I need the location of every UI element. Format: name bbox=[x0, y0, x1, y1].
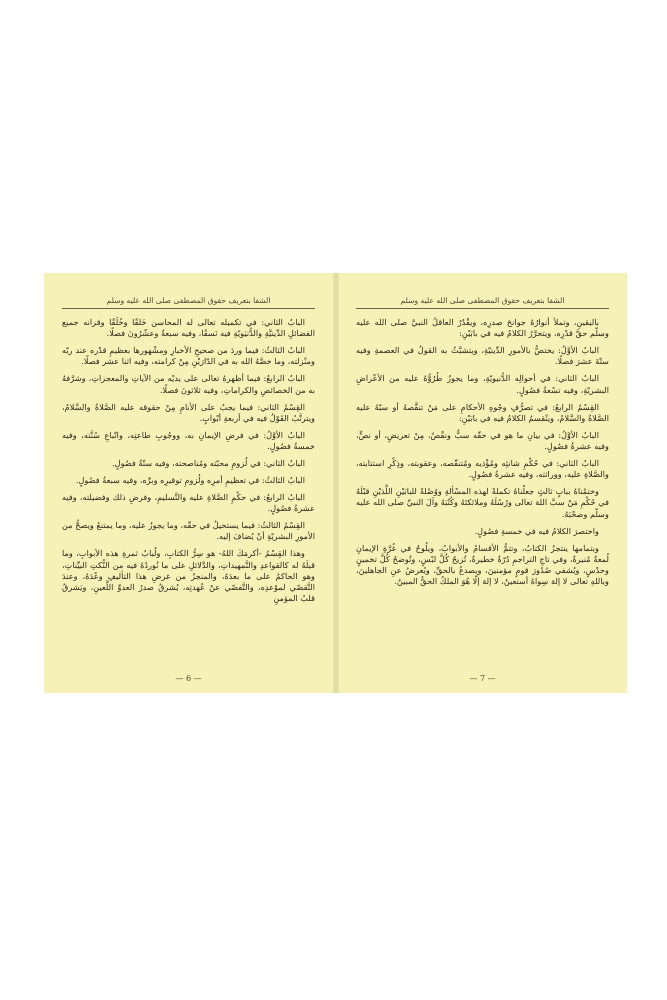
right-page bbox=[338, 273, 627, 693]
paragraph: وهذا القِسْمُ -أكرمَكَ اللهُ- هو سِرُّ الكتابِ، ولُبابُ ثمرةِ هذه الأبوابِ، وما قبلَهُ له كالقواعدِ والتَّمهيداتِ، والدَّلائلِ على ما نُوردُهُ فيه من النُّكتِ البيِّناتِ، وهو الحاكمُ على ما بعدَهُ، والمنجزُ من غرضِ هذا التأليفِ وعْدَهُ، وعندَ التَّقصّي لموْعدِه، والتَّفصّي عنْ عُهدتِه، يُشرقُ صدرُ العدوِّ اللَّعينِ، ويَشرقُ قلبُ المؤمنِ bbox=[62, 548, 315, 604]
left-page bbox=[44, 273, 333, 693]
paragraph: البابُ الثاني: في لُزومِ محبّته ومُناصحته، وفيه ستّةُ فصُولٍ. bbox=[112, 458, 305, 469]
paragraph: القِسْمُ الثاني: فيما يجبُ على الأنامِ مِنْ حقوقه عليه الصَّلاةُ والسَّلامُ، ويترتَّبُ القَوْلُ فيه في أربعةِ أبْوابٍ. bbox=[62, 401, 315, 423]
paragraph: البابُ الأوَّلُ: يختصُّ بالأمورِ الدِّينيّةِ، ويتشبَّثُ به القولُ في العصمةِ وفيه ستّةَ عشرَ فصلًا. bbox=[356, 345, 609, 367]
book-spread bbox=[44, 273, 627, 693]
paragraph: باليقينِ، وتملأُ أنوارُهُ جوانحَ صدرِه، ويقْدُرُ العاقلُ النبيَّ صلى الله عليه وسلّم حقَّ قدْرِه، ويتحرَّرُ الكلامُ فيه في بابَيْنِ: bbox=[356, 317, 609, 339]
page-number: — 7 — bbox=[469, 674, 496, 683]
paragraph: البابُ الأوَّلُ: في بيانِ ما هو في حقّه سبٌّ ونقْصٌ، مِنْ تعريضٍ، أو نصٍّ، وفيه عشرةُ فصُولٍ. bbox=[356, 429, 609, 452]
paragraph: البابُ الرابعُ: فيما أظهرهُ تعالى على يديْه من الآياتِ والمعجزاتِ، وشرَّفهُ به من الخصائصِ والكراماتِ، وفيه ثلاثونَ فصلًا. bbox=[62, 373, 315, 395]
header-rule bbox=[356, 308, 609, 309]
paragraph: القِسْمُ الثالثُ: فيما يستحيلُ في حقّه، وما يجوزُ عليه، وما يمتنعُ ويصحُّ من الأمورِ البشريّةِ أنْ يُضافَ إليه. bbox=[62, 520, 315, 542]
paragraph: البابُ الثاني: في أحوالِه الدُّنيويّةِ، وما يجوزُ طُرُوُّهُ عليه من الأعْراضِ البشريّةِ، وفيه تسْعةُ فصُولٍ. bbox=[356, 373, 609, 395]
paragraph: وبتمامها ينتجزُ الكتابُ، وتتمُّ الأقسامُ والأبوابُ، ويلُوحُ في غُرَّةِ الإيمانِ لُمعةٌ مُنيرةٌ، وفي تاجِ التراجمِ دُرّةٌ خطيرةٌ، تُزيحُ كُلَّ لبْسٍ، وتُوضحُ كُلَّ تخمينٍ وحدْسٍ، ويُشفي صُدُورَ قومٍ مؤمنينَ، ويصدعُ بالحقِّ، ويُعرضُ عنِ الجاهلينَ، وباللهِ تعالى لا إلهَ سِواهُ أستعينُ، لا إلهَ إلّا هُوَ الملكُ الحقُّ المبينُ. bbox=[356, 542, 609, 587]
running-header: الشفا بتعريف حقوق المصطفى صلى الله عليه وسلم bbox=[400, 296, 565, 305]
page-body bbox=[356, 317, 609, 669]
page-body bbox=[62, 317, 315, 669]
paragraph: البابُ الأوَّلُ: في فرضِ الإيمانِ به، ووجُوبِ طاعتِه، واتّباعِ سُنَّته، وفيه خمسةُ فصُولٍ. bbox=[62, 429, 315, 452]
running-header: الشفا بتعريف حقوق المصطفى صلى الله عليه وسلم bbox=[106, 296, 271, 305]
paragraph: البابُ الثالثُ: فيما وردَ من صحيحِ الأخبارِ ومشْهورها بعظيمِ قدْره عند ربّه ومنْزلته، وما خصَّهُ الله به في الدّارَيْنِ مِنْ كرامته، وفيه اثنا عشر فصلًا. bbox=[62, 345, 315, 367]
paragraph: واختصرَ الكلامُ فيه في خمسةِ فصُولٍ. bbox=[474, 525, 599, 536]
paragraph: البابُ الرابعُ: في حكْمِ الصَّلاةِ عليه والتَّسليمِ، وفرضِ ذلك وفضيلته، وفيه عشرةُ فصُولٍ. bbox=[62, 492, 315, 514]
header-rule bbox=[62, 308, 315, 309]
paragraph: وختمْناهُ ببابٍ ثالثٍ جعلْناهُ تكملةً لهذه المسْألةِ ووُصْلةً للبابَيْنِ اللَّذيْنِ قبْلَهُ في حُكْمِ مَنْ سبَّ اللهَ تعالى ورُسُلَهُ وملائكتَهُ وكُتُبَهُ وآلَ النبيِّ صلى الله عليه وسلّم وصحْبَهُ. bbox=[356, 486, 609, 519]
paragraph: البابُ الثاني: في تكميله تعالى له المحاسن خَلقًا وخُلُقًا وقرانه جميع الفضائلِ الدِّينيَّةِ والدُّنيَويّةِ فيه نَسقًا، وفيه سبعةٌ وعشْرُونَ فصلًا. bbox=[62, 317, 315, 339]
paragraph: البابُ الثاني: في حُكْمِ شانئِه ومُؤْذيه ومُتنقّصه، وعقوبته، وذِكْرِ استتابته، والصَّلاةِ عليه، ووراثته، وفيه عشرةُ فصُولٍ. bbox=[356, 458, 609, 480]
paragraph: البابُ الثالثُ: في تعظيمِ أمرِه ولُزومِ توقيرِه وبرِّه، وفيه سبعةُ فصُولٍ. bbox=[75, 475, 305, 486]
page-number: — 6 — bbox=[175, 674, 202, 683]
paragraph: القِسْمُ الرابعُ: في تصرُّفِ وجُوهِ الأحكامِ على مَنْ تنقَّصهُ أو سبّهُ عليه الصَّلاةُ والسَّلامُ، وينْقسمُ الكلامُ فيه في بابَيْنِ: bbox=[356, 401, 609, 423]
